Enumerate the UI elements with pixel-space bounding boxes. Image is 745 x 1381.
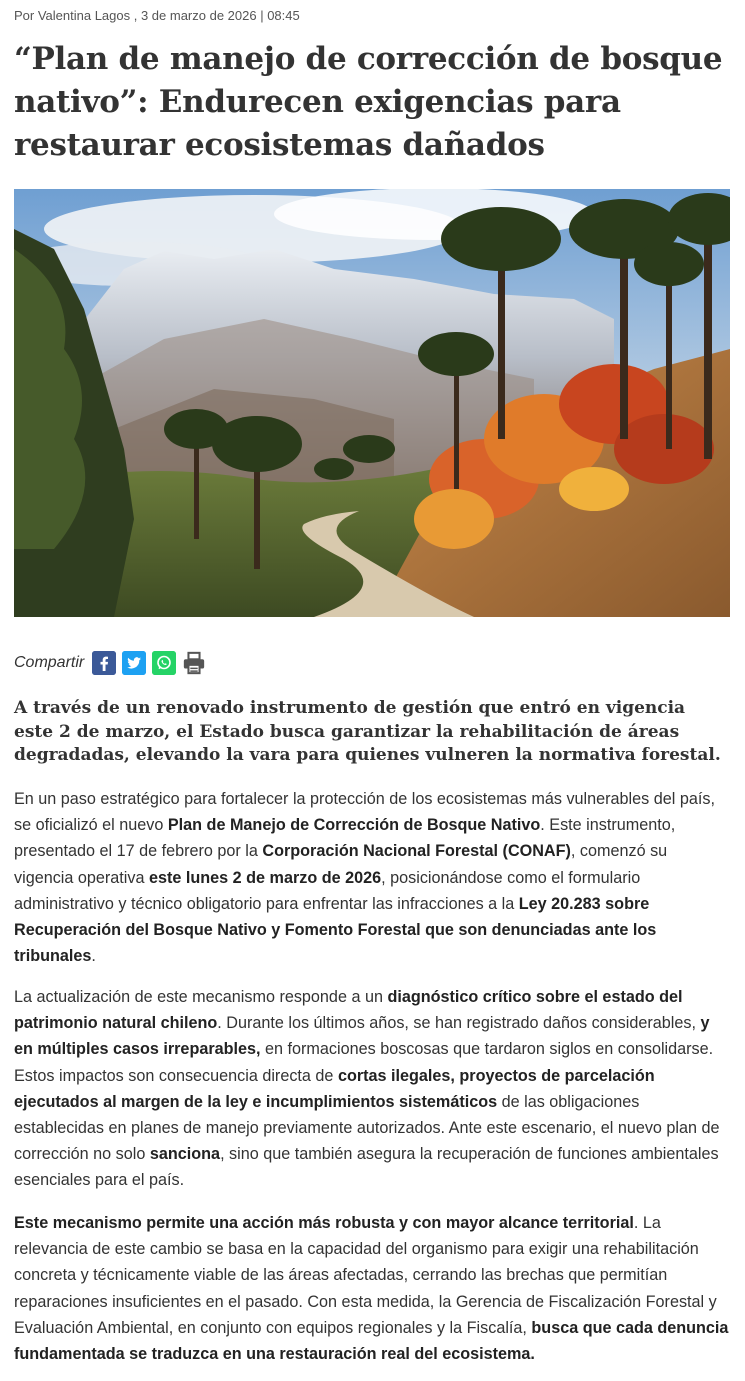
- bold-text-run: Este mecanismo permite una acción más robusta y con mayor alcance territorial: [14, 1214, 634, 1232]
- bold-text-run: Plan de Manejo de Corrección de Bosque Nativo: [167, 816, 541, 835]
- hero-landscape-illustration: [14, 189, 730, 617]
- text-run: , comenzó su vigencia operativa: [14, 842, 668, 887]
- text-run: . Este instrumento, presentado el 17 de febrero por la: [14, 816, 676, 861]
- text-run: La actualización de este mecanismo responde a un: [14, 988, 388, 1006]
- text-run: . Durante los últimos años, se han registrado daños considerables,: [217, 1014, 701, 1033]
- bold-text-run: y en múltiples casos irreparables,: [14, 1014, 710, 1059]
- text-run: , sino que también asegura la recuperación de funciones ambientales esenciales para el país.: [14, 1145, 719, 1190]
- article-paragraph: [14, 1210, 730, 1367]
- bold-text-run: busca que cada denuncia fundamentada se traduzca en una restauración real del ecosistema.: [14, 1318, 729, 1364]
- hero-image: [14, 189, 730, 617]
- share-label: Compartir: [14, 654, 85, 671]
- bold-text-run: diagnóstico crítico sobre el estado del patrimonio natural chileno: [14, 988, 683, 1033]
- print-button[interactable]: [182, 651, 206, 675]
- twitter-icon: [122, 651, 146, 675]
- text-run: de las obligaciones establecidas en planes de manejo previamente autorizados. Ante este escenario, el nuevo plan de corrección no solo: [14, 1092, 720, 1164]
- article-lead: A través de un renovado instrumento de gestión que entró en vigencia este 2 de marzo, el Estado busca garantizar la rehabilitación de áreas degradadas, elevando la vara para quienes vulneren la normativa forestal.: [14, 698, 721, 765]
- share-bar: [14, 650, 206, 676]
- article-paragraph: [14, 984, 730, 1194]
- text-run: En un paso estratégico para fortalecer la protección de los ecosistemas más vulnerables del país, se oficializó el nuevo: [14, 790, 715, 835]
- bold-text-run: Ley 20.283 sobre Recuperación del Bosque Nativo y Fomento Forestal que son denunciadas ante los tribunales: [14, 894, 657, 966]
- whatsapp-share-button[interactable]: [152, 651, 176, 675]
- byline: Por Valentina Lagos , 3 de marzo de 2026 | 08:45: [14, 8, 300, 23]
- facebook-icon: [92, 651, 116, 675]
- whatsapp-icon: [152, 651, 176, 675]
- bold-text-run: este lunes 2 de marzo de 2026: [148, 868, 382, 887]
- bold-text-run: Corporación Nacional Forestal (CONAF): [262, 842, 571, 861]
- article-paragraph: [14, 786, 730, 969]
- headline: “Plan de manejo de corrección de bosque nativo”: Endurecen exigencias para restaurar ecosistemas dañados: [14, 41, 723, 163]
- text-run: en formaciones boscosas que tardaron siglos en consolidarse. Estos impactos son consecuencia directa de: [14, 1040, 714, 1085]
- print-icon: [182, 650, 206, 676]
- text-run: , posicionándose como el formulario administrativo y técnico obligatorio para enfrentar las infracciones a la: [14, 868, 641, 913]
- twitter-share-button[interactable]: [122, 651, 146, 675]
- facebook-share-button[interactable]: [92, 651, 116, 675]
- text-run: .: [91, 947, 96, 966]
- bold-text-run: sanciona: [149, 1145, 221, 1164]
- bold-text-run: cortas ilegales, proyectos de parcelación ejecutados al margen de la ley e incumplimientos sistemáticos: [14, 1066, 655, 1111]
- text-run: . La relevancia de este cambio se basa en la capacidad del organismo para exigir una rehabilitación concreta y técnicamente viable de las áreas afectadas, cerrando las brechas que permitían reparaciones insuficientes en el pasado. Con esta medida, la Gerencia de Fiscalización Forestal y Evaluación Ambiental, en conjunto con equipos regionales y la Fiscalía,: [14, 1214, 717, 1337]
